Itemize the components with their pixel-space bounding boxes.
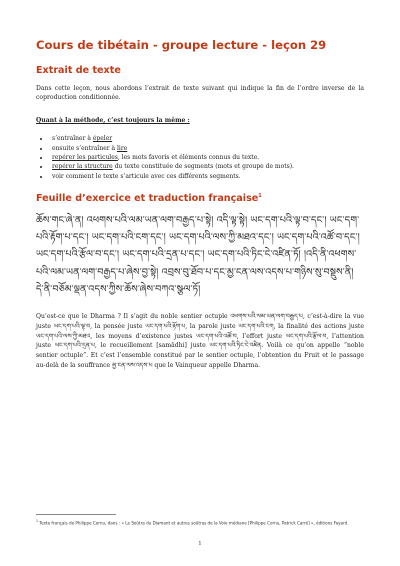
intro-paragraph: Dans cette leçon, nous abordons l’extrait de texte suivant qui indique la fin de l’ordre inverse de la coproduction conditionnée. bbox=[36, 85, 364, 102]
footnote-mark[interactable]: 1 bbox=[258, 192, 262, 199]
footnote-text: Texte français de Philippe Cornu, dans : « Le Soûtra du Diamant et autres soûtras de la Voie médiane [Philippe Cornu, Patrick Carré] », éditions Fayard. bbox=[38, 520, 349, 526]
list-item: • repérer les particules, les mots favoris et éléments connus du texte. bbox=[50, 153, 364, 162]
footnote-divider bbox=[36, 514, 116, 515]
list-item: • ensuite s’entraîner à lire bbox=[50, 144, 364, 153]
link-reperer-particules[interactable]: repérer les particules bbox=[52, 154, 118, 161]
page-title: Cours de tibétain - groupe lecture - leçon 29 bbox=[36, 38, 327, 52]
footnote bbox=[36, 518, 366, 527]
page-number: 1 bbox=[198, 541, 202, 547]
link-lire[interactable]: lire bbox=[117, 144, 128, 152]
list-item: • voir comment le texte s’articule avec ces différents segments. bbox=[50, 172, 364, 181]
section-heading-feuille bbox=[36, 193, 364, 204]
list-item: • s’entraîner à épeler bbox=[50, 134, 364, 143]
link-reperer-structure[interactable]: repérer la structure bbox=[52, 163, 113, 171]
tibetan-text: ཆོས་གང་ཞེ་ན། འཕགས་པའི་ལམ་ཡན་ལག་བརྒྱད་པ་སྟེ། འདི་ལྟ་སྟེ། ཡང་དག་པའི་ལྟ་བ་དང་། ཡང་དག་པའི་རྟོག་པ་དང་། ཡང་དག་པའི་ངག་དང་། ཡང་དག་པའི་ལས་ཀྱི་མཐའ་དང་། ཡང་དག་པའི་འཚོ་བ་དང་། ཡང་དག་པའི་རྩོལ་བ་དང་། ཡང་དག་པའི་དྲན་པ་དང་། ཡང་དག་པའི་ཏིང་ངེ་འཛིན་ཏོ། །འདི་ནི་འཕགས་པའི་ལམ་ཡན་ལག་བརྒྱད་པ་ཞེས་བྱ་སྟེ། འབྲས་བུ་ཐོབ་པ་དང་མྱ་ངན་ལས་འདས་པ་གཉིས་སུ་བསྡུས་ནི། དེ་ནི་བཅོམ་ལྡན་འདས་ཀྱིས་ཆོས་ཞེས་བཀའ་སྩལ་ཏོ། bbox=[36, 215, 360, 295]
section-heading-text: Feuille d’exercice et traduction française bbox=[36, 193, 259, 205]
method-list bbox=[36, 134, 364, 180]
footnote-number: 1 bbox=[36, 519, 39, 523]
list-item: • repérer la structure du texte constituée de segments (mots et groupe de mots). bbox=[50, 162, 364, 171]
french-translation: Qu’est-ce que le Dharma ? Il s’agit du noble sentier octuple འཕགས་པའི་ལམ་ཡན་ལག་བརྒྱད་པ, c’est-à-dire la vue juste ཡང་དག་པའི་ལྟ་བ, la pensée juste ཡང་དག་པའི་རྟོག་པ, la parole juste ཡང་དག་པའི་ངག, la finalité des actions juste ཡང་དག་པའི་ལས་ཀྱི་མཐའ, les moyens d’existence justes ཡང་དག་པའི་འཚོ་བ, l’effort juste ཡང་དག་པའི་རྩོལ་བ, l’attention juste ཡང་དག་པའི་དྲན་པ, le recueillement [samādhi] juste ཡང་དག་པའི་ཏིང་ངེ་འཛིན. Voilà ce qu’on appelle “noble sentier octuple”. Et c’est l’ensemble constitué par le sentier octuple, l’obtention du Fruit et le passage au-delà de la souffrance མྱ་ངན་ལས་འདས་པ que le Vainqueur appelle Dharma. bbox=[36, 313, 364, 370]
section-heading-extrait: Extrait de texte bbox=[36, 65, 121, 76]
method-heading: Quant à la méthode, c’est toujours la même : bbox=[36, 117, 190, 125]
link-epeler[interactable]: épeler bbox=[92, 135, 113, 143]
